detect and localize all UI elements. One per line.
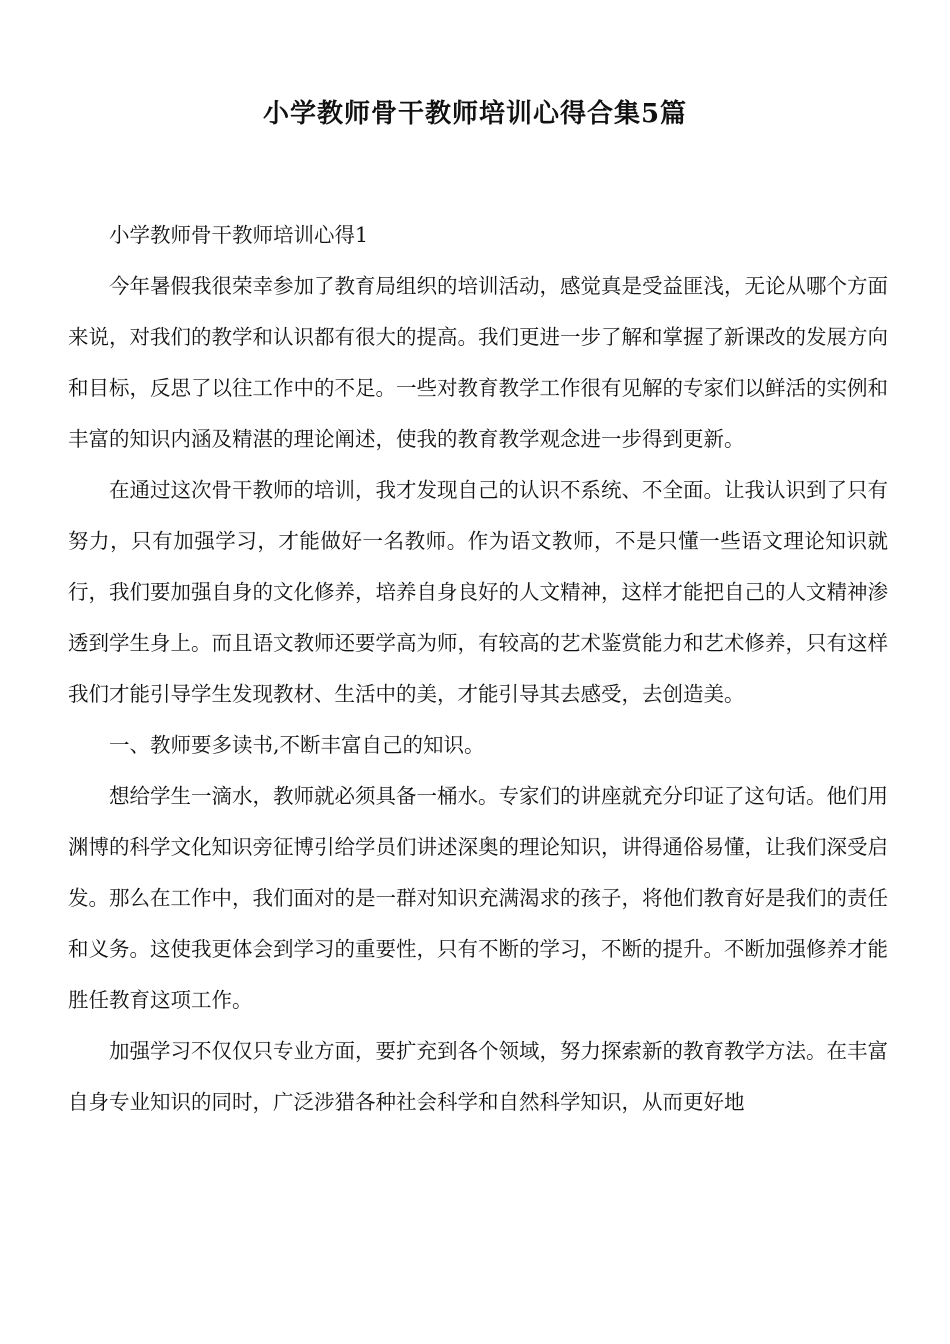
document-title: 小学教师骨干教师培训心得合集5篇 <box>262 99 688 129</box>
paragraph: 想给学生一滴水，教师就必须具备一桶水。专家们的讲座就充分印证了这句话。他们用渊博的科学文化知识旁征博引给学员们讲述深奥的理论知识，讲得通俗易懂，让我们深受启发。那么在工作中，我们面对的是一群对知识充满渴求的孩子，将他们教育好是我们的责任和义务。这使我更体会到学习的重要性，只有不断的学习，不断的提升。不断加强修养才能胜任教育这项工作。 <box>68 784 888 1012</box>
paragraph: 今年暑假我很荣幸参加了教育局组织的培训活动，感觉真是受益匪浅，无论从哪个方面来说，对我们的教学和认识都有很大的提高。我们更进一步了解和掌握了新课改的发展方向和目标，反思了以往工作中的不足。一些对教育教学工作很有见解的专家们以鲜活的实例和丰富的知识内涵及精湛的理论阐述，使我的教育教学观念进一步得到更新。 <box>68 274 888 451</box>
document-body <box>68 210 888 1128</box>
section-heading: 小学教师骨干教师培训心得1 <box>109 223 369 247</box>
paragraph: 在通过这次骨干教师的培训，我才发现自己的认识不系统、不全面。让我认识到了只有努力，只有加强学习，才能做好一名教师。作为语文教师，不是只懂一些语文理论知识就行，我们要加强自身的文化修养，培养自身良好的人文精神，这样才能把自己的人文精神渗透到学生身上。而且语文教师还要学高为师，有较高的艺术鉴赏能力和艺术修养，只有这样我们才能引导学生发现教材、生活中的美，才能引导其去感受，去创造美。 <box>68 478 888 706</box>
subheading: 一、教师要多读书,不断丰富自己的知识。 <box>109 733 485 757</box>
paragraph: 加强学习不仅仅只专业方面，要扩充到各个领域，努力探索新的教育教学方法。在丰富自身专业知识的同时，广泛涉猎各种社会科学和自然科学知识，从而更好地 <box>68 1039 888 1114</box>
